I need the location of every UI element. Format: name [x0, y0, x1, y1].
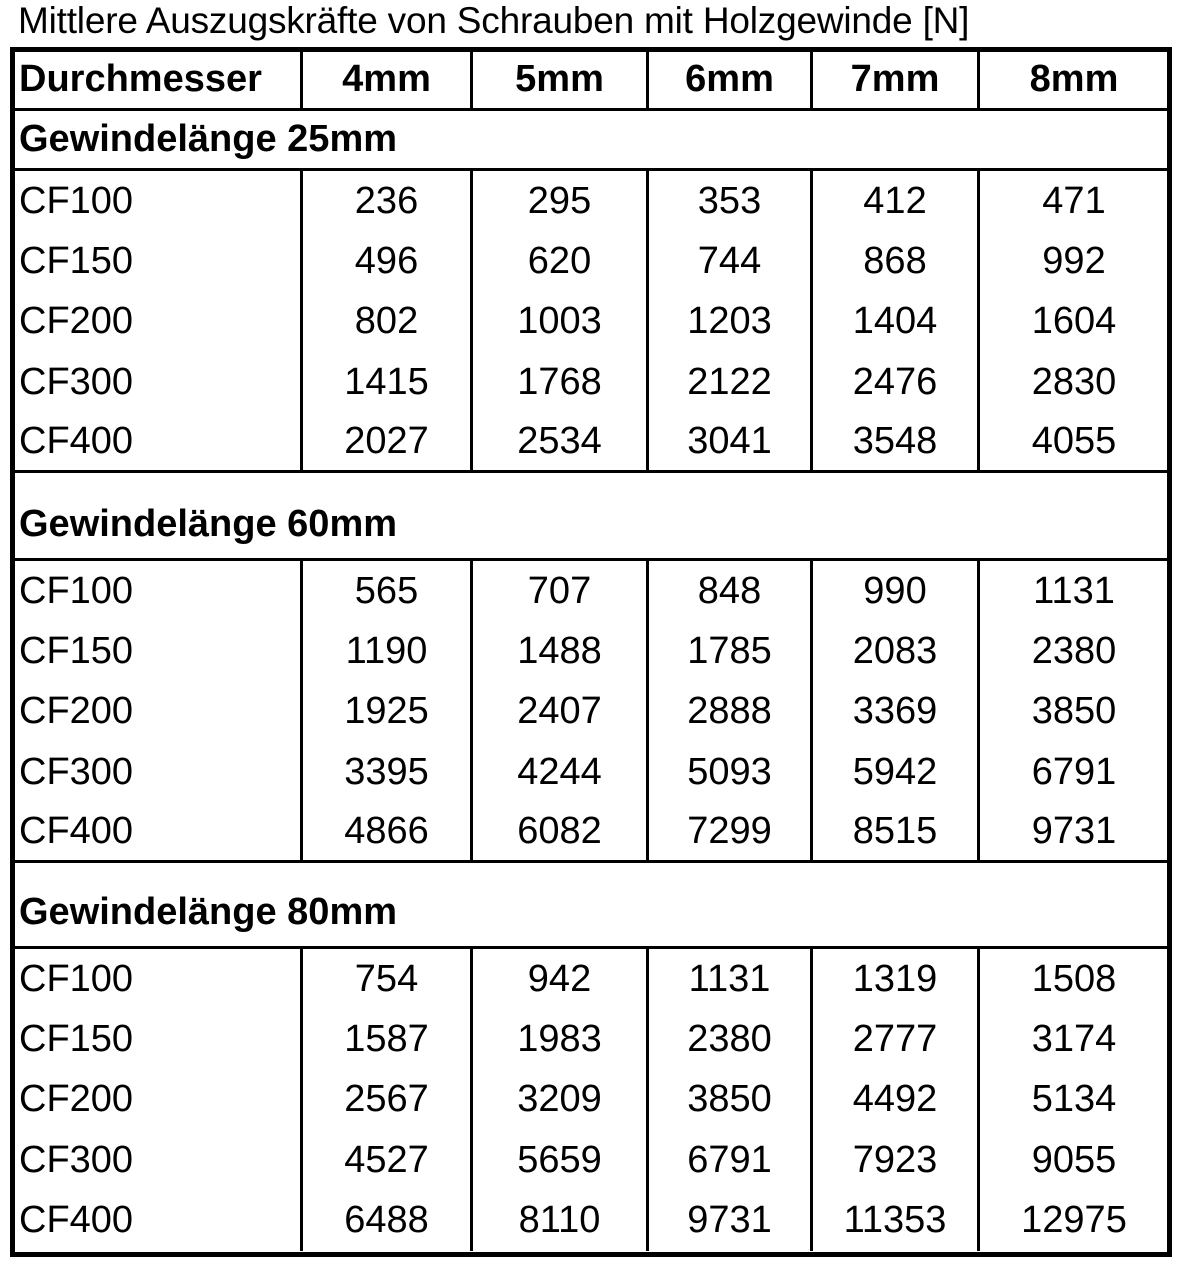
table-cell: 2777 — [813, 1009, 980, 1069]
table-cell: 3548 — [813, 413, 980, 473]
table-cell: 3174 — [1031, 1017, 1117, 1060]
table-cell: 3041 — [649, 413, 813, 473]
column-header: 8mm — [980, 51, 1168, 111]
table-cell: 412 — [813, 171, 980, 231]
table-cell: 2122 — [649, 352, 813, 412]
section-heading: Gewindelänge 25mm — [14, 111, 1168, 171]
table-cell: 802 — [303, 292, 473, 352]
table-cell: 848 — [649, 561, 813, 621]
table-cell: 8110 — [473, 1190, 649, 1250]
table-cell: 992 — [1042, 240, 1106, 283]
table-cell: 5942 — [813, 742, 980, 802]
row-label: CF300 — [14, 352, 303, 412]
table-cell: 754 — [303, 949, 473, 1009]
table-cell: 6488 — [303, 1190, 473, 1250]
table-cell: 1190 — [303, 621, 473, 681]
table-cell: 1925 — [303, 682, 473, 742]
table-cell: 236 — [303, 171, 473, 231]
table-cell: 3369 — [813, 682, 980, 742]
table-cell: 1508 — [1031, 957, 1117, 1000]
table-cell: 1131 — [1033, 569, 1115, 612]
column-header: 4mm — [303, 51, 473, 111]
table-cell: 1604 — [1031, 300, 1117, 343]
table-cell: 471 — [1042, 179, 1106, 222]
table-cell: 2380 — [1031, 630, 1117, 673]
row-label: CF100 — [14, 171, 303, 231]
table-cell: 5093 — [649, 742, 813, 802]
table-cell: 1003 — [473, 292, 649, 352]
table-cell: 620 — [473, 231, 649, 291]
table-cell: 4866 — [303, 803, 473, 863]
row-label: CF200 — [14, 292, 303, 352]
table-cell: 11353 — [813, 1190, 980, 1250]
table-cell: 4492 — [813, 1070, 980, 1130]
table-cell: 1203 — [649, 292, 813, 352]
table-cell: 2534 — [473, 413, 649, 473]
table-cell: 6791 — [649, 1130, 813, 1190]
table-cell: 3395 — [303, 742, 473, 802]
table-cell: 5134 — [1031, 1078, 1117, 1121]
table-cell: 4527 — [303, 1130, 473, 1190]
table-cell: 295 — [473, 171, 649, 231]
section-heading: Gewindelänge 80mm — [14, 863, 1168, 949]
column-header: 5mm — [473, 51, 649, 111]
table-cell: 1983 — [473, 1009, 649, 1069]
table-cell: 1131 — [649, 949, 813, 1009]
table-cell: 12975 — [1021, 1199, 1127, 1242]
table-cell: 3850 — [649, 1070, 813, 1130]
table-cell: 744 — [649, 231, 813, 291]
table-cell: 4244 — [473, 742, 649, 802]
table-cell: 7299 — [649, 803, 813, 863]
table-cell: 7923 — [813, 1130, 980, 1190]
section-heading: Gewindelänge 60mm — [14, 473, 1168, 561]
table-cell: 9055 — [1031, 1138, 1117, 1181]
table-cell: 1404 — [813, 292, 980, 352]
table-cell: 496 — [303, 231, 473, 291]
row-label: CF400 — [14, 803, 303, 863]
table-cell: 9731 — [649, 1190, 813, 1250]
row-label: CF400 — [14, 1190, 303, 1250]
row-label: CF100 — [14, 949, 303, 1009]
table-cell: 5659 — [473, 1130, 649, 1190]
table-cell: 707 — [473, 561, 649, 621]
table-cell: 6791 — [1031, 750, 1117, 793]
row-label: CF300 — [14, 1130, 303, 1190]
table-cell: 3209 — [473, 1070, 649, 1130]
table-cell: 2476 — [813, 352, 980, 412]
table-cell: 868 — [813, 231, 980, 291]
pullout-force-table — [14, 51, 1168, 1253]
row-label: CF150 — [14, 1009, 303, 1069]
header-diameter-label: Durchmesser — [14, 51, 303, 111]
table-cell: 1319 — [813, 949, 980, 1009]
table-cell: 1785 — [649, 621, 813, 681]
table-cell: 353 — [649, 171, 813, 231]
table-cell: 1768 — [473, 352, 649, 412]
table-cell: 2407 — [473, 682, 649, 742]
row-label: CF150 — [14, 231, 303, 291]
row-label: CF200 — [14, 682, 303, 742]
table-cell: 2888 — [649, 682, 813, 742]
row-label: CF100 — [14, 561, 303, 621]
column-header: 7mm — [813, 51, 980, 111]
table-cell: 4055 — [980, 413, 1168, 473]
row-label: CF400 — [14, 413, 303, 473]
row-label: CF200 — [14, 1070, 303, 1130]
table-cell: 6082 — [473, 803, 649, 863]
table-cell: 565 — [303, 561, 473, 621]
column-header: 6mm — [649, 51, 813, 111]
table-cell: 1587 — [303, 1009, 473, 1069]
table-cell: 990 — [813, 561, 980, 621]
row-label: CF300 — [14, 742, 303, 802]
table-title: Mittlere Auszugskräfte von Schrauben mit Holzgewinde [N] — [18, 0, 970, 41]
table-cell: 1415 — [303, 352, 473, 412]
table-cell: 3850 — [1031, 690, 1117, 733]
table-cell: 2083 — [813, 621, 980, 681]
table-cell: 9731 — [980, 803, 1168, 863]
table-cell: 2380 — [649, 1009, 813, 1069]
row-label: CF150 — [14, 621, 303, 681]
table-cell: 942 — [473, 949, 649, 1009]
table-cell: 2567 — [303, 1070, 473, 1130]
table-cell: 2027 — [303, 413, 473, 473]
table-cell: 8515 — [813, 803, 980, 863]
table-cell: 2830 — [1031, 360, 1117, 403]
table-cell: 1488 — [473, 621, 649, 681]
